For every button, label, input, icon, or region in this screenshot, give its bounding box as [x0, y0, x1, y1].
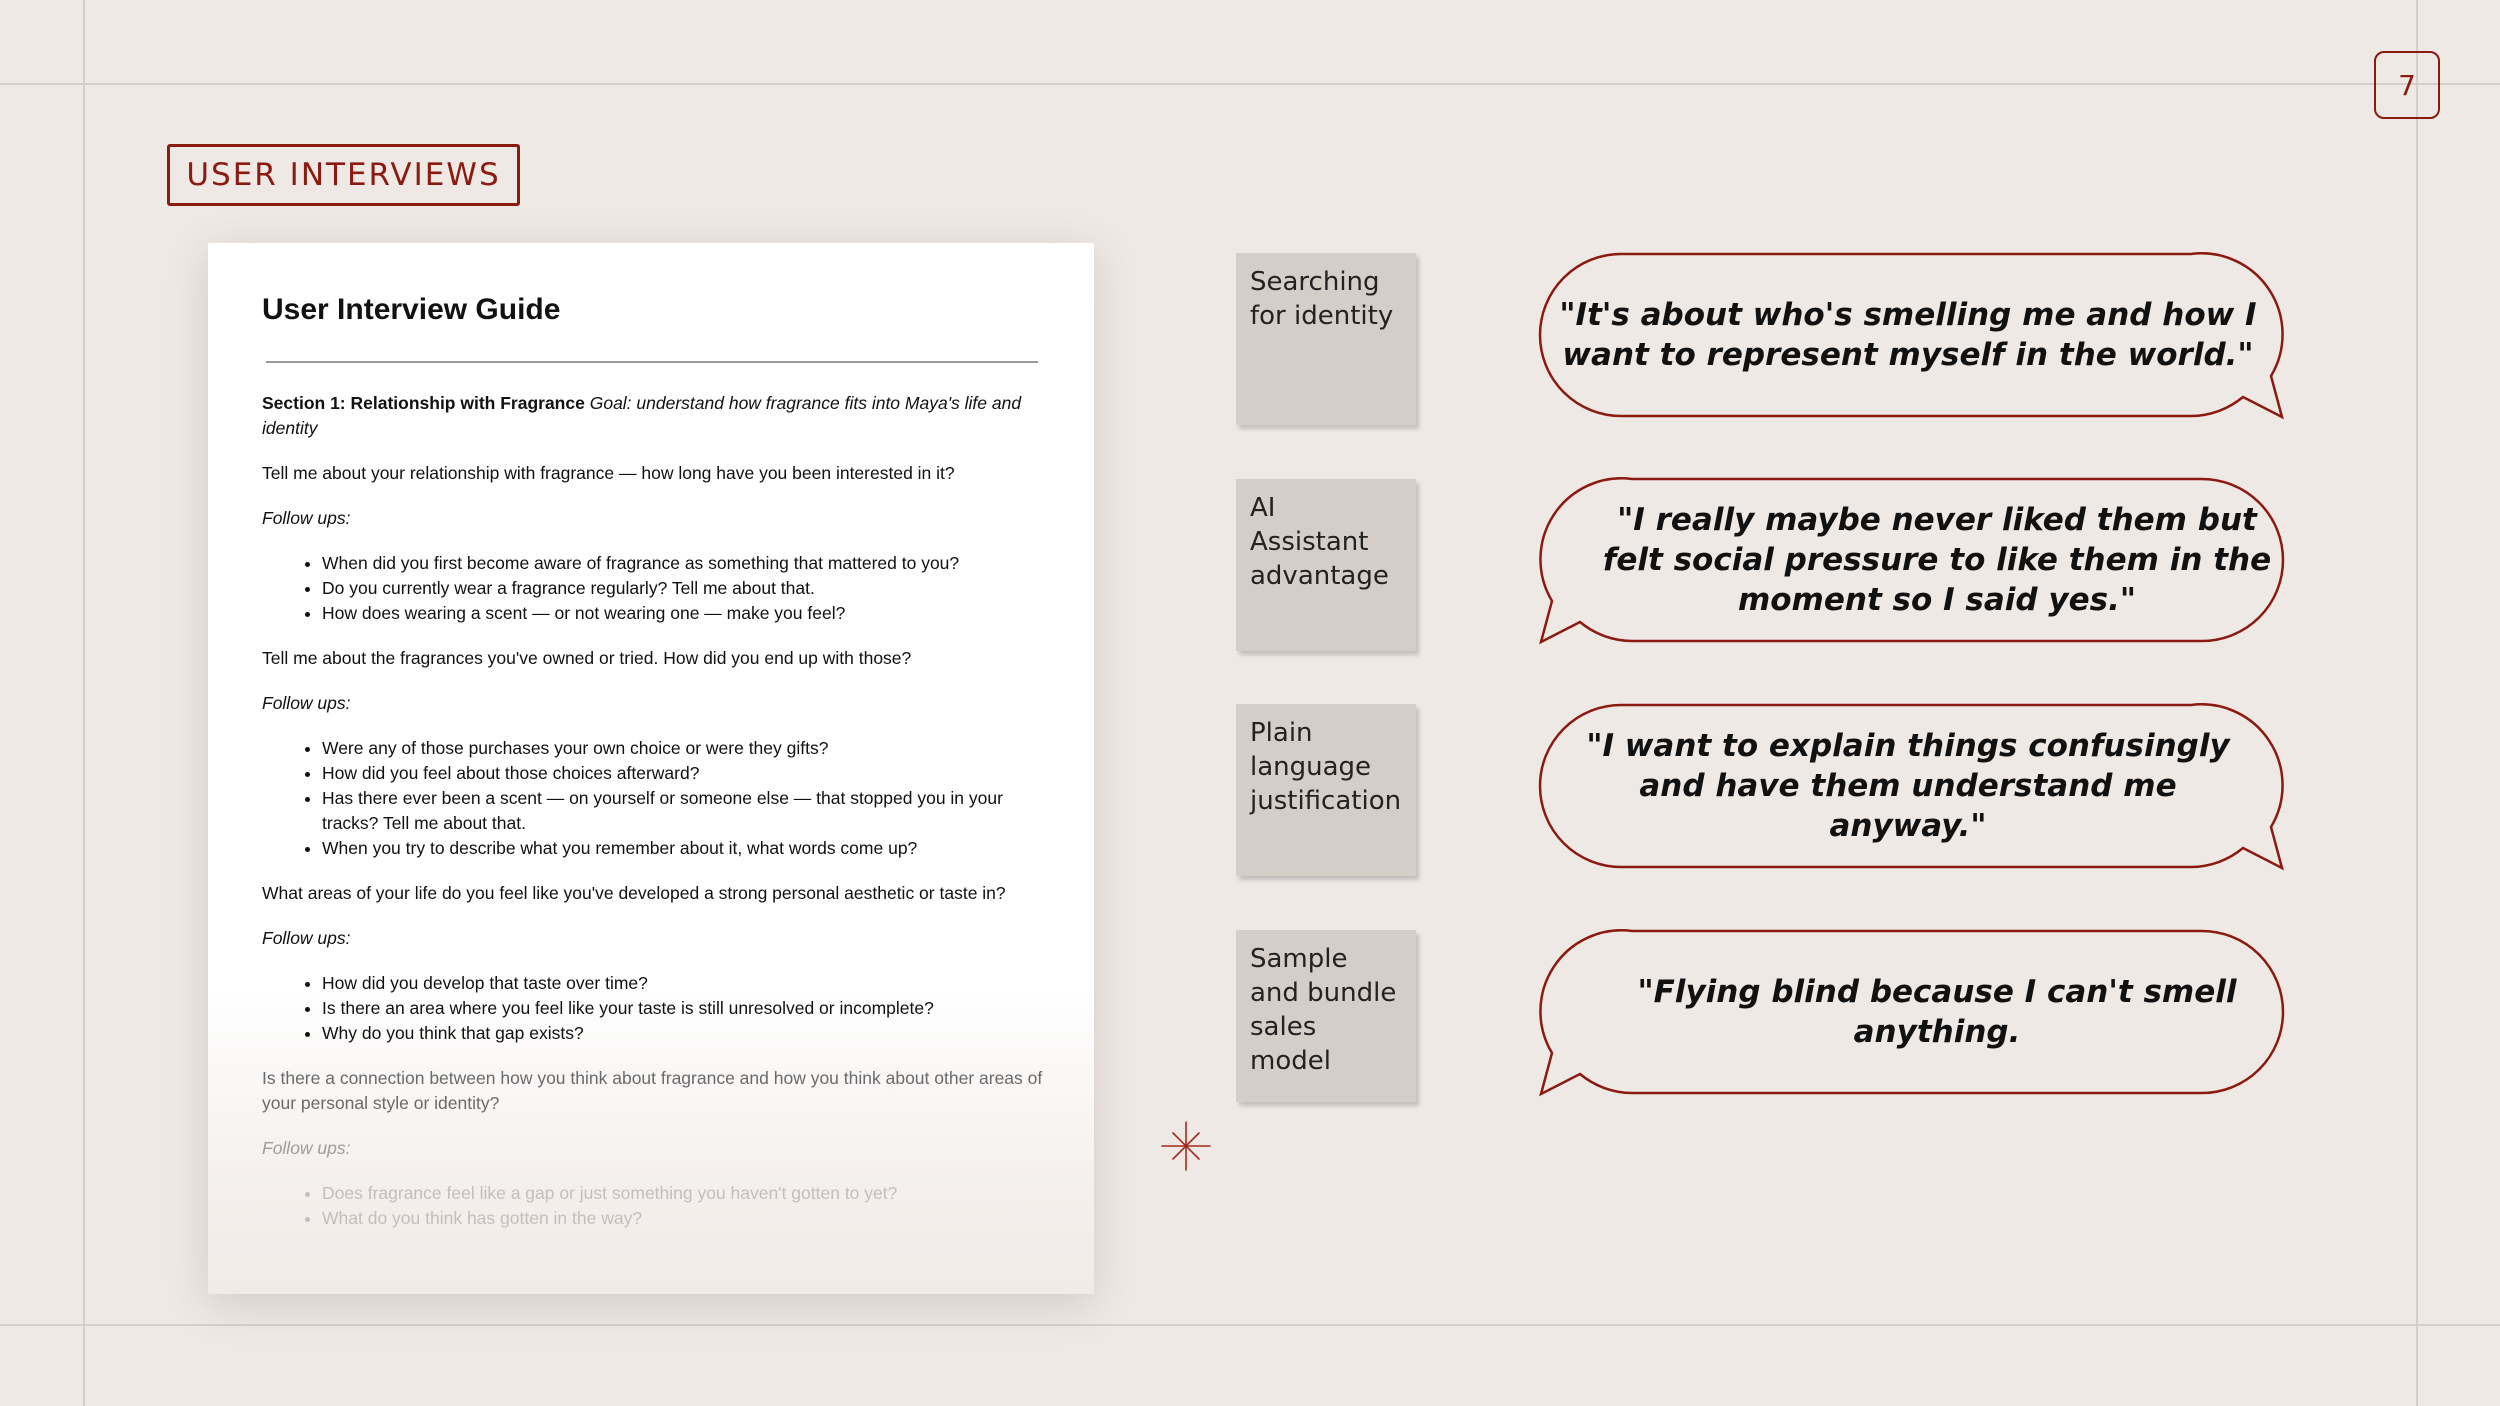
grid-line-top	[0, 83, 2500, 85]
follow-ups-label: Follow ups:	[262, 508, 351, 528]
quote-bubble-3	[1538, 703, 2286, 871]
follow-up-list-1	[262, 551, 1052, 626]
quote-bubble-1	[1538, 252, 2286, 420]
section-heading	[262, 391, 1052, 441]
follow-ups-label: Follow ups:	[262, 928, 351, 948]
list-item: • How did you develop that taste over time?	[322, 971, 1052, 996]
section-goal: Goal: understand how fragrance fits into Maya's life and identity	[262, 393, 1022, 438]
quote-text: "It's about who's smelling me and how I want to represent myself in the world."	[1559, 297, 2257, 373]
section-title: Section 1: Relationship with Fragrance	[262, 393, 585, 413]
insight-note-1: Searching for identity	[1236, 253, 1416, 425]
list-item: • When you try to describe what you remember about it, what words come up?	[322, 836, 1052, 861]
question-2: Tell me about the fragrances you've owned or tried. How did you end up with those?	[262, 648, 912, 668]
question-1: Tell me about your relationship with fragrance — how long have you been interested in it?	[262, 463, 955, 483]
page-number: 7	[2374, 51, 2440, 119]
list-item: • How does wearing a scent — or not wearing one — make you feel?	[322, 601, 1052, 626]
follow-up-list-3	[262, 971, 1052, 1046]
question-4: Is there a connection between how you think about fragrance and how you think about other areas of your personal style or identity?	[262, 1068, 1043, 1113]
list-item: • Does fragrance feel like a gap or just something you haven't gotten to yet?	[322, 1181, 1052, 1206]
quote-text: "Flying blind because I can't smell anything.	[1637, 974, 2237, 1050]
list-item: • Is there an area where you feel like your taste is still unresolved or incomplete?	[322, 996, 1052, 1021]
quote-text: "I want to explain things confusingly and have them understand me anyway."	[1586, 728, 2230, 844]
quote-text: "I really maybe never liked them but felt social pressure to like them in the moment so I said yes."	[1602, 502, 2272, 618]
grid-line-bottom	[0, 1324, 2500, 1326]
question-3: What areas of your life do you feel like you've developed a strong personal aesthetic or taste in?	[262, 883, 1006, 903]
list-item: • Has there ever been a scent — on yourself or someone else — that stopped you in your tracks? Tell me about that.	[322, 786, 1052, 836]
list-item: • When did you first become aware of fragrance as something that mattered to you?	[322, 551, 1052, 576]
follow-ups-label: Follow ups:	[262, 1138, 351, 1158]
section-tag: USER INTERVIEWS	[167, 144, 520, 206]
grid-line-right	[2416, 0, 2418, 1406]
list-item: • What do you think has gotten in the way?	[322, 1206, 1052, 1231]
follow-up-list-2	[262, 736, 1052, 861]
grid-line-left	[83, 0, 85, 1406]
interview-guide-document	[208, 243, 1094, 1294]
list-item: • Why do you think that gap exists?	[322, 1021, 1052, 1046]
insight-note-2: AI Assistant advantage	[1236, 479, 1416, 651]
follow-ups-label: Follow ups:	[262, 693, 351, 713]
quote-bubble-4	[1537, 929, 2285, 1097]
doc-title: User Interview Guide	[262, 293, 561, 326]
insight-note-4: Sample and bundle sales model	[1236, 930, 1416, 1102]
follow-up-list-4	[262, 1181, 1052, 1231]
sparkle-icon	[1161, 1121, 1211, 1171]
list-item: • How did you feel about those choices afterward?	[322, 761, 1052, 786]
list-item: • Do you currently wear a fragrance regularly? Tell me about that.	[322, 576, 1052, 601]
quote-bubble-2	[1537, 477, 2285, 645]
list-item: • Were any of those purchases your own choice or were they gifts?	[322, 736, 1052, 761]
insight-note-3: Plain language justification	[1236, 704, 1416, 876]
doc-divider	[266, 361, 1038, 363]
